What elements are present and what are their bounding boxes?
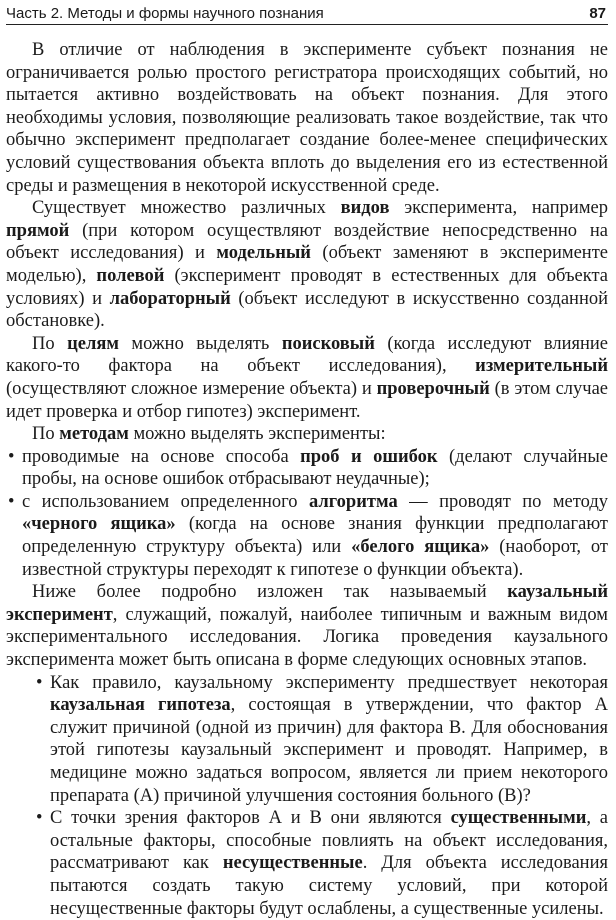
text-run: с использованием определенного <box>22 491 309 512</box>
list-item <box>6 446 608 491</box>
term-bold: «черного ящика» <box>22 514 176 535</box>
term-bold: целям <box>67 333 119 354</box>
paragraph-2 <box>6 197 608 333</box>
term-bold: полевой <box>96 265 165 286</box>
text-run: можно выделять эксперименты: <box>128 424 386 445</box>
term-bold: существенными <box>450 808 587 829</box>
bullet-icon: • <box>8 446 15 467</box>
text-run: (в этом случае идет проверка и отбор гипотез) эксперимент. <box>6 378 608 422</box>
chapter-title: Часть 2. Методы и формы научного познания <box>6 5 324 22</box>
methods-list <box>6 446 608 582</box>
text-run: , состоящая в утверждении, что фактор А служит причиной (одной из причин) для фактора В. Для обоснования этой гипотезы каузальный эксперимент и проводят. Например, в медицине можно задаться вопросом, является ли прием некоторого препарата (А) причиной улучшения состояния больного (В)? <box>50 695 608 806</box>
paragraph-3 <box>6 333 608 423</box>
text-run: , а остальные факторы, способные повлиять на объект исследования, рассматривают как <box>50 808 608 874</box>
term-bold: проверочный <box>376 378 490 399</box>
term-bold: «белого ящика» <box>351 537 490 558</box>
text-run: (объект исследуют в искусственно созданной обстановке). <box>6 288 608 332</box>
term-bold: методам <box>59 424 129 445</box>
text-run: — проводят по методу <box>397 491 608 512</box>
list-item <box>6 807 608 920</box>
text-run: (когда исследуют влияние какого-то фактора на объект исследования), <box>6 333 608 377</box>
text-run: (эксперимент проводят в естественных для объекта условиях) и <box>6 265 608 309</box>
paragraph-1: В отличие от наблюдения в эксперименте субъект познания не ограничивается ролью простого регистратора происходящих событий, но пытается активно воздействовать на объект познания. Для этого необходимы условия, позволяющие реализовать такое воздействие, так что обычно эксперимент предполагает создание более-менее специфических условий существования объекта вплоть до выделения его из естественной среды и размещения в некоторой искусственной среде. <box>6 40 608 196</box>
body-text <box>6 39 608 920</box>
term-bold: алгоритма <box>308 491 398 512</box>
text-run: (объект заменяют в эксперименте моделью), <box>6 243 608 286</box>
text-run: (при котором осуществляют воздействие непосредственно на объект исследования) и <box>6 220 608 264</box>
bullet-icon: • <box>8 491 15 512</box>
term-bold: лабораторный <box>109 288 231 309</box>
list-item <box>6 672 608 808</box>
bullet-icon: • <box>36 672 43 693</box>
term-bold: каузальный эксперимент <box>6 582 608 625</box>
text-run: (когда на основе знания функции предполагают определенную структуру объекта) или <box>22 514 608 558</box>
paragraph-5 <box>6 581 608 671</box>
term-bold: измерительный <box>475 356 608 377</box>
list-item <box>6 491 608 581</box>
text-run: (наоборот, от известной структуры переходят к гипотезе о функции объекта). <box>22 537 608 580</box>
text-run: . Для объекта исследования пытаются создать такую систему условий, при которой несущественные факторы будут ослаблены, а существенные усилены. <box>50 853 608 919</box>
term-bold: несущественные <box>222 853 363 874</box>
page-number: 87 <box>589 5 606 22</box>
text-run: (делают случайные пробы, на основе ошибок отбрасывают неудачные); <box>22 446 608 490</box>
term-bold: проб и ошибок <box>300 446 438 467</box>
term-bold: поисковый <box>281 333 375 354</box>
paragraph-4 <box>6 423 608 446</box>
term-bold: модельный <box>216 243 311 264</box>
text-run: можно выделять <box>118 333 282 354</box>
term-bold: видов <box>340 198 390 219</box>
term-bold: каузальная гипотеза <box>50 695 231 716</box>
text-run: С точки зрения факторов А и В они являются <box>50 808 451 829</box>
running-header <box>6 0 608 25</box>
text-run: , служащий, пожалуй, наиболее типичным и важным видом экспериментального исследования. Логика проведения каузального эксперимента может быть описана в форме следующих основных этапов. <box>6 604 608 671</box>
bullet-icon: • <box>36 808 43 829</box>
text-run: По <box>32 424 60 445</box>
text-run: Ниже более подробно изложен так называемый <box>32 582 508 603</box>
text-run: (осуществляют сложное измерение объекта) и <box>6 378 377 399</box>
term-bold: прямой <box>6 220 70 241</box>
text-run: проводимые на основе способа <box>22 446 301 467</box>
text-run: Как правило, каузальному эксперименту предшествует некоторая <box>50 672 608 693</box>
text-run: Существует множество различных <box>32 198 341 219</box>
text-run: По <box>32 333 68 354</box>
stages-list <box>6 672 608 920</box>
text-run: эксперимента, например <box>389 198 608 219</box>
